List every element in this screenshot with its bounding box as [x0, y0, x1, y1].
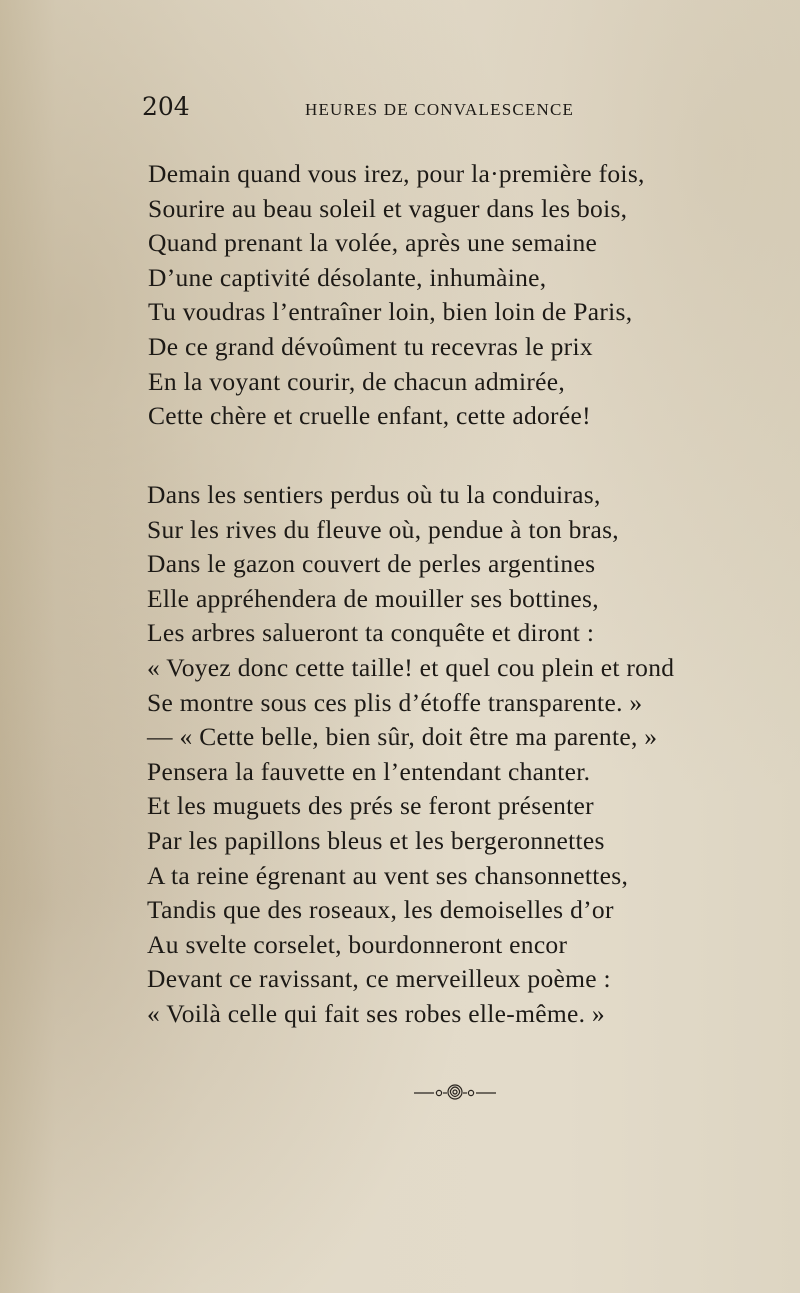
verse-line: Sourire au beau soleil et vaguer dans les bois, — [148, 193, 628, 223]
page-number: 204 — [142, 92, 190, 121]
verse-line: Au svelte corselet, bourdonneront encor — [147, 929, 568, 959]
verse-line: Tu voudras l’entraîner loin, bien loin de Paris, — [148, 297, 633, 327]
verse-line: « Voyez donc cette taille! et quel cou plein et rond — [147, 652, 675, 682]
verse-line: Pensera la fauvette en l’entendant chanter. — [147, 756, 591, 786]
verse-line: De ce grand dévoûment tu recevras le prix — [148, 331, 593, 361]
verse-line: Par les papillons bleus et les bergeronnettes — [147, 825, 605, 855]
verse-line: Sur les rives du fleuve où, pendue à ton bras, — [147, 514, 619, 544]
fleuron-divider-icon — [412, 1080, 498, 1104]
verse-line: Les arbres salueront ta conquête et diront : — [147, 618, 595, 648]
verse-line: Elle appréhendera de mouiller ses bottines, — [147, 583, 599, 613]
verse-line: En la voyant courir, de chacun admirée, — [148, 366, 566, 396]
verse-line: Demain quand vous irez, pour la·première fois, — [148, 159, 645, 188]
verse-line: « Voilà celle qui fait ses robes elle-même. » — [147, 998, 605, 1028]
verse-line: Se montre sous ces plis d’étoffe transparente. » — [147, 687, 643, 717]
page-header — [0, 92, 800, 132]
running-title: HEURES DE CONVALESCENCE — [305, 100, 575, 119]
verse-line: Dans les sentiers perdus où tu la conduiras, — [147, 480, 601, 509]
verse-line: Quand prenant la volée, après une semaine — [148, 228, 598, 258]
verse-line: Devant ce ravissant, ce merveilleux poème : — [147, 964, 611, 994]
poem-stanza-1 — [135, 157, 645, 434]
verse-line: Dans le gazon couvert de perles argentines — [147, 549, 596, 579]
verse-line: Tandis que des roseaux, les demoiselles d’or — [147, 895, 614, 925]
verse-line: A ta reine égrenant au vent ses chansonnettes, — [147, 860, 629, 890]
poem-stanza-2 — [135, 478, 674, 1032]
verse-line: Et les muguets des prés se feront présenter — [147, 791, 594, 821]
verse-line: D’une captivité désolante, inhumàine, — [148, 262, 547, 292]
verse-line: — « Cette belle, bien sûr, doit être ma parente, » — [147, 722, 658, 752]
verse-line: Cette chère et cruelle enfant, cette adorée! — [148, 401, 591, 431]
